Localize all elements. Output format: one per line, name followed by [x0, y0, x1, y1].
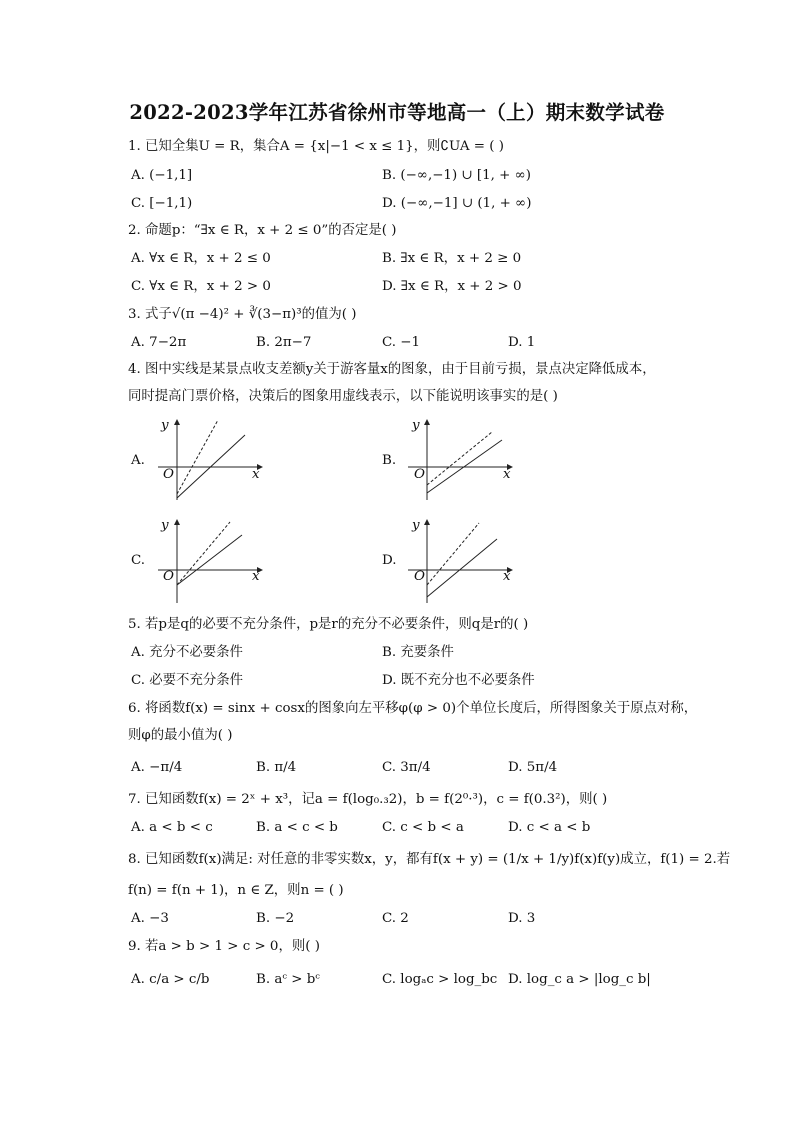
q3-option-d[interactable]: D. 1 — [508, 335, 536, 350]
graph-b-x-label: x — [503, 467, 511, 482]
q4-option-b[interactable]: B. — [382, 453, 397, 468]
q9-option-d[interactable]: D. log_c a > |log_c b| — [508, 972, 651, 987]
q6-option-c[interactable]: C. 3π/4 — [382, 760, 431, 775]
q4-option-a[interactable]: A. — [131, 453, 145, 468]
graph-c-y-label: y — [161, 518, 169, 533]
graph-a-origin-label: O — [163, 467, 174, 482]
question-1-stem: 1. 已知全集U = R，集合A = {x|−1 < x ≤ 1}，则∁UA = ( ) — [128, 139, 504, 154]
q1-option-d[interactable]: D. (−∞,−1] ∪ (1, + ∞) — [382, 196, 532, 211]
question-8-stem-line1: 8. 已知函数f(x)满足: 对任意的非零实数x，y，都有f(x + y) = (1/x + 1/y)f(x)f(y)成立，f(1) = 2.若 — [128, 852, 731, 867]
q8-option-c[interactable]: C. 2 — [382, 911, 409, 926]
q2-option-b[interactable]: B. ∃x ∈ R，x + 2 ≥ 0 — [382, 251, 522, 266]
question-3-stem: 3. 式子√(π −4)² + ∛(3−π)³的值为( ) — [128, 307, 357, 322]
q3-option-a[interactable]: A. 7−2π — [131, 335, 187, 350]
q4-option-c[interactable]: C. — [131, 553, 146, 568]
question-7-stem: 7. 已知函数f(x) = 2ˣ + x³，记a = f(log₀.₃2)，b = f(2⁰·³)，c = f(0.3²)，则( ) — [128, 792, 608, 807]
question-6-stem-line2: 则φ的最小值为( ) — [128, 728, 233, 743]
q4-option-d[interactable]: D. — [382, 553, 397, 568]
q3-option-b[interactable]: B. 2π−7 — [256, 335, 312, 350]
solid-line — [427, 539, 497, 597]
q7-option-c[interactable]: C. c < b < a — [382, 820, 464, 835]
graph-a-x-label: x — [252, 467, 260, 482]
graph-c-origin-label: O — [163, 569, 174, 584]
graph-d-y-label: y — [412, 518, 420, 533]
q2-option-a[interactable]: A. ∀x ∈ R，x + 2 ≤ 0 — [131, 251, 271, 266]
q6-option-d[interactable]: D. 5π/4 — [508, 760, 558, 775]
q9-option-a[interactable]: A. c/a > c/b — [131, 972, 210, 987]
dashed-line — [177, 420, 218, 494]
q5-option-a[interactable]: A. 充分不必要条件 — [131, 645, 243, 660]
dashed-line — [177, 522, 230, 585]
q7-option-b[interactable]: B. a < c < b — [256, 820, 338, 835]
question-4-stem-line2: 同时提高门票价格，决策后的图象用虚线表示，以下能说明该事实的是( ) — [128, 389, 558, 404]
q1-option-a[interactable]: A. (−1,1] — [131, 168, 193, 183]
q2-option-c[interactable]: C. ∀x ∈ R，x + 2 > 0 — [131, 279, 271, 294]
question-6-stem-line1: 6. 将函数f(x) = sinx + cosx的图象向左平移φ(φ > 0)个单位长度后，所得图象关于原点对称， — [128, 701, 698, 716]
q5-option-c[interactable]: C. 必要不充分条件 — [131, 673, 244, 688]
graph-d-x-label: x — [503, 569, 511, 584]
page-title: 2022-2023学年江苏省徐州市等地高一（上）期末数学试卷 — [129, 101, 665, 124]
question-4-stem-line1: 4. 图中实线是某景点收支差额y关于游客量x的图象，由于目前亏损，景点决定降低成本， — [128, 362, 656, 377]
q1-option-b[interactable]: B. (−∞,−1) ∪ [1, + ∞) — [382, 168, 532, 183]
q8-option-a[interactable]: A. −3 — [131, 911, 169, 926]
q1-option-c[interactable]: C. [−1,1) — [131, 196, 193, 211]
graph-b-origin-label: O — [414, 467, 425, 482]
dashed-line — [427, 432, 492, 485]
solid-line — [177, 535, 242, 585]
graph-c-x-label: x — [252, 569, 260, 584]
q5-option-b[interactable]: B. 充要条件 — [382, 645, 454, 660]
graph-b-y-label: y — [412, 418, 420, 433]
q2-option-d[interactable]: D. ∃x ∈ R，x + 2 > 0 — [382, 279, 522, 294]
q7-option-a[interactable]: A. a < b < c — [131, 820, 213, 835]
q9-option-b[interactable]: B. aᶜ > bᶜ — [256, 972, 320, 987]
question-5-stem: 5. 若p是q的必要不充分条件，p是r的充分不必要条件，则q是r的( ) — [128, 617, 529, 632]
q8-option-b[interactable]: B. −2 — [256, 911, 295, 926]
q6-option-b[interactable]: B. π/4 — [256, 760, 297, 775]
graph-d-origin-label: O — [414, 569, 425, 584]
q5-option-d[interactable]: D. 既不充分也不必要条件 — [382, 673, 535, 688]
question-8-stem-line2: f(n) = f(n + 1)，n ∈ Z，则n = ( ) — [128, 883, 344, 898]
q7-option-d[interactable]: D. c < a < b — [508, 820, 591, 835]
q6-option-a[interactable]: A. −π/4 — [131, 760, 183, 775]
q9-option-c[interactable]: C. logₐc > log_bc — [382, 972, 498, 987]
q3-option-c[interactable]: C. −1 — [382, 335, 421, 350]
question-9-stem: 9. 若a > b > 1 > c > 0，则( ) — [128, 939, 320, 954]
question-2-stem: 2. 命题p：“∃x ∈ R，x + 2 ≤ 0”的否定是( ) — [128, 223, 397, 238]
graph-a-y-label: y — [161, 418, 169, 433]
q8-option-d[interactable]: D. 3 — [508, 911, 536, 926]
